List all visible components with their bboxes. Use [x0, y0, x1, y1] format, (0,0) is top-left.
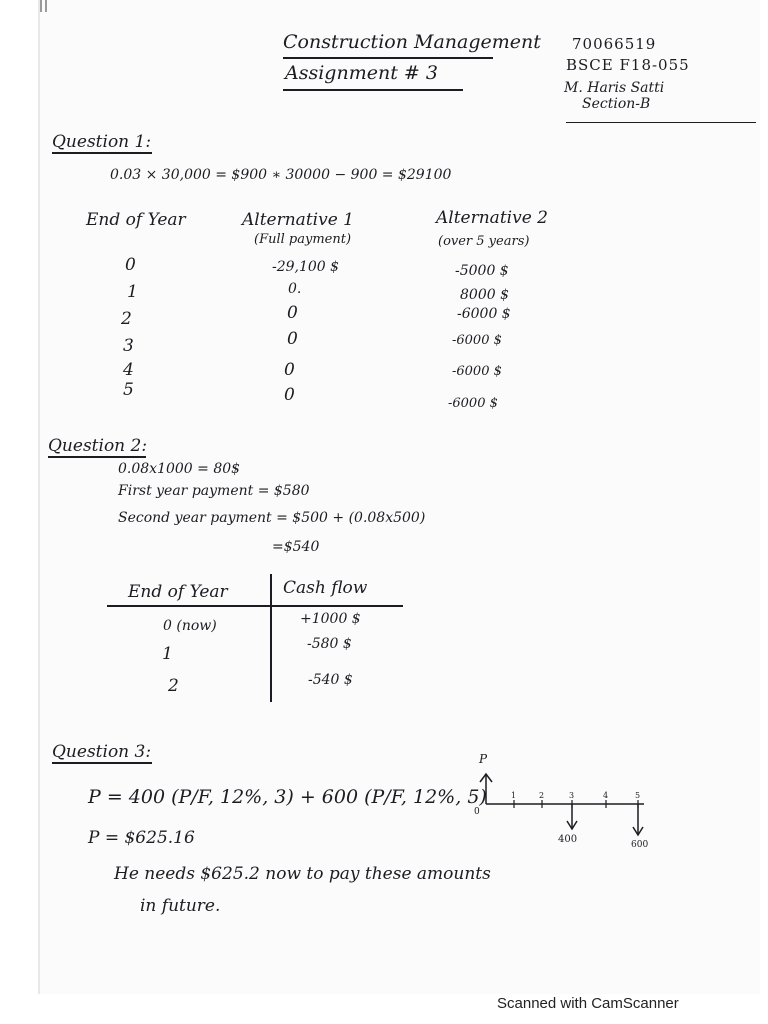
diagram-origin-label: 0: [474, 807, 480, 817]
q1-alt1-value: 0: [284, 385, 295, 405]
question-3-result: P = $625.16: [88, 828, 195, 848]
q1-year: 3: [123, 336, 134, 356]
q2-cash: -540 $: [308, 672, 353, 688]
q2-header-cash: Cash flow: [283, 578, 368, 598]
q1-alt2-value: -6000 $: [452, 333, 502, 348]
header-rule: [566, 122, 756, 123]
svg-text:1: 1: [511, 791, 517, 800]
question-1-underline: [52, 152, 152, 154]
q1-alt1-value: 0: [287, 303, 298, 323]
question-3-equation: P = 400 (P/F, 12%, 3) + 600 (P/F, 12%, 5): [88, 786, 487, 808]
q1-header-alt2-sub: (over 5 years): [438, 234, 530, 249]
course-title-underline: [283, 57, 493, 59]
question-3-note: He needs $625.2 now to pay these amounts: [114, 864, 491, 884]
svg-text:5: 5: [635, 791, 641, 800]
assignment-underline: [283, 89, 463, 91]
svg-text:3: 3: [569, 791, 575, 800]
q1-alt2-value: -6000 $: [448, 396, 498, 411]
diagram-tick: [603, 791, 608, 808]
diagram-outflow-arrow: [558, 804, 577, 845]
q1-alt1-value: 0: [284, 360, 295, 380]
student-section: Section-B: [582, 96, 651, 112]
diagram-tick: [511, 791, 516, 808]
svg-text:4: 4: [603, 791, 609, 800]
q1-header-alt1-sub: (Full payment): [254, 232, 352, 247]
corner-mark: [40, 0, 42, 12]
question-3-underline: [52, 762, 152, 764]
q1-year: 2: [121, 309, 132, 329]
q1-alt1-value: 0.: [288, 281, 302, 297]
page-edge: [38, 0, 40, 994]
q2-cash: +1000 $: [300, 611, 361, 627]
q1-alt1-value: 0: [287, 329, 298, 349]
corner-mark: [45, 0, 47, 12]
scanner-footer: Scanned with CamScanner: [497, 995, 679, 1012]
q1-header-alt2: Alternative 2: [436, 208, 548, 228]
question-3-label: Question 3:: [52, 742, 152, 762]
q1-header-year: End of Year: [86, 210, 186, 230]
assignment-title: Assignment # 3: [285, 62, 438, 84]
q1-alt2-value: -5000 $: [455, 263, 509, 279]
registration-number: BSCE F18-055: [566, 56, 690, 74]
question-3-note-cont: in future.: [140, 896, 221, 916]
diagram-tick: [539, 791, 544, 808]
question-1-label: Question 1:: [52, 132, 152, 152]
question-2-underline: [48, 456, 146, 458]
question-2-second-payment: Second year payment = $500 + (0.08x500): [118, 510, 426, 526]
q2-cash: -580 $: [307, 636, 352, 652]
student-name: M. Haris Satti: [564, 80, 665, 96]
q2-year: 1: [162, 644, 173, 664]
q1-alt1-value: -29,100 $: [272, 259, 340, 275]
course-title: Construction Management: [283, 31, 541, 53]
q1-alt2-value: -6000 $: [452, 364, 502, 379]
question-2-interest: 0.08x1000 = 80$: [118, 461, 241, 477]
q2-header-year: End of Year: [128, 582, 228, 602]
diagram-outflow-label: 600: [631, 840, 649, 850]
q1-year: 4: [123, 360, 134, 380]
q2-table-divider: [270, 574, 272, 702]
q1-year: 5: [123, 380, 134, 400]
cash-flow-diagram: [466, 750, 656, 854]
diagram-outflow-label: 400: [558, 834, 578, 845]
q2-year: 2: [168, 676, 179, 696]
q2-year: 0 (now): [163, 618, 217, 634]
q1-alt2-value: -6000 $: [457, 306, 511, 322]
q1-alt2-value: 8000 $: [460, 287, 509, 303]
diagram-p-label: P: [479, 752, 488, 766]
question-2-second-result: =$540: [272, 539, 320, 555]
svg-text:2: 2: [539, 791, 545, 800]
question-2-first-payment: First year payment = $580: [118, 483, 310, 499]
question-1-calculation: 0.03 × 30,000 = $900 ∗ 30000 − 900 = $29100: [110, 167, 452, 183]
question-2-label: Question 2:: [48, 436, 148, 456]
diagram-outflow-arrow: [631, 804, 648, 850]
student-id: 70066519: [572, 35, 657, 53]
q1-year: 1: [127, 282, 138, 302]
q1-header-alt1: Alternative 1: [242, 210, 354, 230]
q2-table-header-rule: [107, 605, 403, 607]
q1-year: 0: [125, 255, 136, 275]
